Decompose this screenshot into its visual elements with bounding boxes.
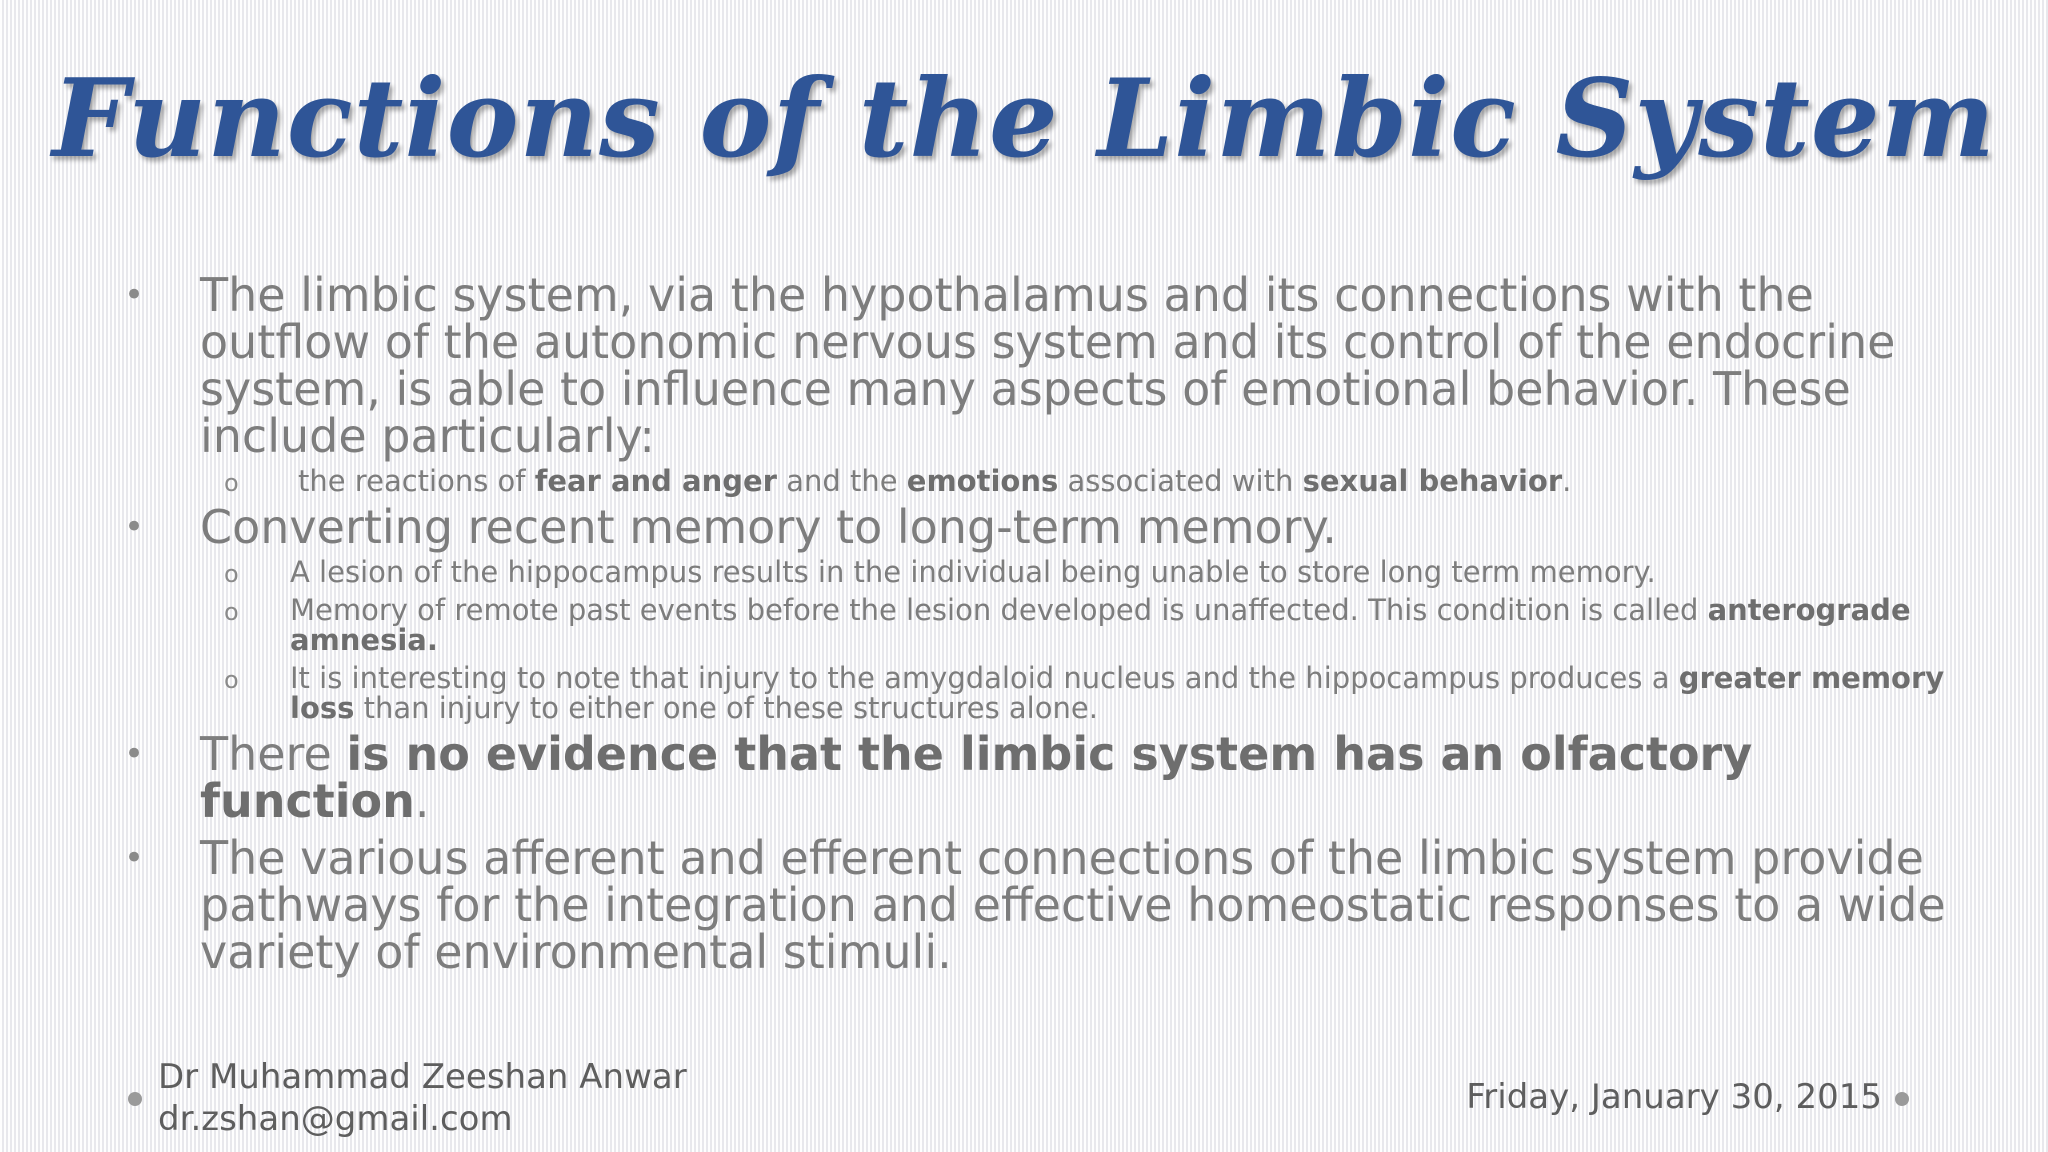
bullet-text: Converting recent memory to long-term memory. (200, 500, 1337, 554)
bullet-text: . (414, 774, 430, 828)
bullet-marker: • (124, 838, 145, 878)
sub-text: than injury to either one of these structures alone. (354, 691, 1098, 725)
bullet-marker: • (124, 507, 145, 547)
author-email: dr.zshan@gmail.com (158, 1099, 513, 1139)
sub-item (124, 466, 1964, 496)
sub-text: and the (776, 464, 907, 498)
sub-list (124, 557, 1964, 723)
sub-text: A lesion of the hippocampus results in the individual being unable to store long term memory. (290, 555, 1656, 589)
sub-item (124, 595, 1964, 655)
bullet-item (124, 831, 1964, 979)
slide-title: Functions of the Limbic System (52, 56, 1996, 182)
slide-content (124, 268, 1964, 979)
sub-bold-text: emotions (906, 464, 1059, 498)
sub-text: . (1562, 464, 1572, 498)
footer-date: Friday, January 30, 2015 (1466, 1077, 1882, 1117)
bullet-item (124, 268, 1964, 463)
sub-bold-text: greater memory loss (290, 661, 1945, 725)
sub-bold-text: anterograde amnesia. (290, 593, 1911, 657)
sub-bold-text: sexual behavior (1302, 464, 1563, 498)
author-name: Dr Muhammad Zeeshan Anwar (158, 1057, 687, 1097)
footer-left-dot (128, 1092, 142, 1106)
sub-marker: o (224, 560, 239, 588)
sub-marker: o (224, 469, 239, 497)
sub-item (124, 663, 1964, 723)
footer-right-dot (1895, 1092, 1909, 1106)
sub-text: the reactions of (298, 464, 535, 498)
sub-bold-text: fear and anger (534, 464, 777, 498)
footer-author-block (158, 1056, 687, 1140)
sub-item (124, 557, 1964, 587)
sub-list (124, 466, 1964, 496)
sub-text: Memory of remote past events before the lesion developed is unaffected. This condition is called (290, 593, 1708, 627)
bullet-marker: • (124, 275, 145, 315)
bullet-text: The various afferent and efferent connections of the limbic system provide pathways for the integration and effective homeostatic responses to a wide variety of environmental stimuli. (200, 831, 1946, 979)
sub-marker: o (224, 666, 239, 694)
sub-text: associated with (1058, 464, 1303, 498)
bullet-item (124, 727, 1964, 828)
bullet-marker: • (124, 734, 145, 774)
bullet-item (124, 500, 1964, 554)
sub-text: It is interesting to note that injury to the amygdaloid nucleus and the hippocampus produces a (290, 661, 1679, 695)
bullet-text: There (200, 727, 347, 781)
bullet-text: The limbic system, via the hypothalamus and its connections with the outflow of the autonomic nervous system and its control of the endocrine system, is able to influence many aspects of emotional behavior. These include particularly: (200, 268, 1896, 463)
bullet-bold-text: is no evidence that the limbic system has an olfactory function (200, 727, 1753, 828)
sub-marker: o (224, 598, 239, 626)
